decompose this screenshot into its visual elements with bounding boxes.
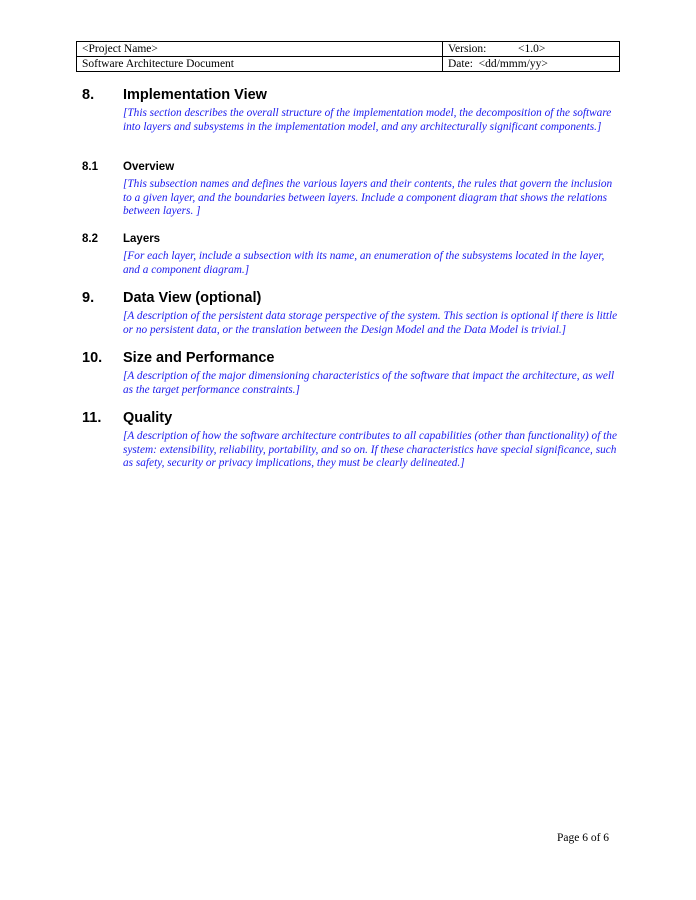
document-header-table <box>76 41 620 72</box>
section-title: Quality <box>123 410 173 426</box>
section-heading <box>82 409 622 427</box>
page-number: Page 6 of 6 <box>557 832 610 844</box>
section-heading <box>82 349 622 367</box>
section-data-view <box>82 289 622 337</box>
section-title: Data View (optional) <box>123 290 262 306</box>
section-size-performance <box>82 349 622 397</box>
section-guidance-text: [A description of the major dimensioning characteristics of the software that impact the architecture, as well as the target performance constraints.] <box>123 370 615 396</box>
date-label: Date: <box>448 58 473 70</box>
section-title: Implementation View <box>123 87 267 103</box>
version-cell <box>443 42 620 57</box>
subsection-heading <box>82 160 622 175</box>
subsection-guidance-text: [For each layer, include a subsection with its name, an enumeration of the subsystems located in the layer, and a component diagram.] <box>123 250 605 276</box>
section-guidance-text: [A description of the persistent data storage perspective of the system. This section is optional if there is little or no persistent data, or the translation between the Design Model and the Data Model is trivial.] <box>123 310 618 336</box>
subsection-heading <box>82 232 622 247</box>
header-row-1 <box>77 42 620 57</box>
section-number: 10. <box>82 350 103 366</box>
subsection-number: 8.1 <box>82 161 98 173</box>
section-heading <box>82 86 622 104</box>
date-value: <dd/mmm/yy> <box>478 58 548 70</box>
section-overview <box>82 160 622 219</box>
subsection-title: Layers <box>123 233 161 245</box>
section-guidance-text: [This section describes the overall structure of the implementation model, the decomposition of the software into layers and subsystems in the implementation model, and any architecturally significant components.] <box>123 107 612 133</box>
subsection-number: 8.2 <box>82 233 98 245</box>
version-value: <1.0> <box>518 43 546 55</box>
section-quality <box>82 409 622 471</box>
section-guidance-text: [A description of how the software architecture contributes to all capabilities (other than functionality) of the system: extensibility, reliability, portability, and so on. If these characteristics have special significance, such as safety, security or privacy implications, they must be clearly delineated.] <box>123 430 617 470</box>
section-implementation-view <box>82 86 622 134</box>
subsection-guidance-text: [This subsection names and defines the various layers and their contents, the rules that govern the inclusion to a given layer, and the boundaries between layers. Include a component diagram that shows the relations between layers. ] <box>123 178 613 218</box>
version-label: Version: <box>448 43 487 55</box>
subsection-title: Overview <box>123 161 175 173</box>
document-title-cell: Software Architecture Document <box>77 57 443 72</box>
section-number: 9. <box>82 290 95 306</box>
section-title: Size and Performance <box>123 350 275 366</box>
section-heading <box>82 289 622 307</box>
header-row-2 <box>77 57 620 72</box>
section-layers <box>82 232 622 277</box>
date-cell <box>443 57 620 72</box>
project-name-cell: <Project Name> <box>77 42 443 57</box>
section-number: 11. <box>82 410 102 426</box>
section-number: 8. <box>82 87 95 103</box>
